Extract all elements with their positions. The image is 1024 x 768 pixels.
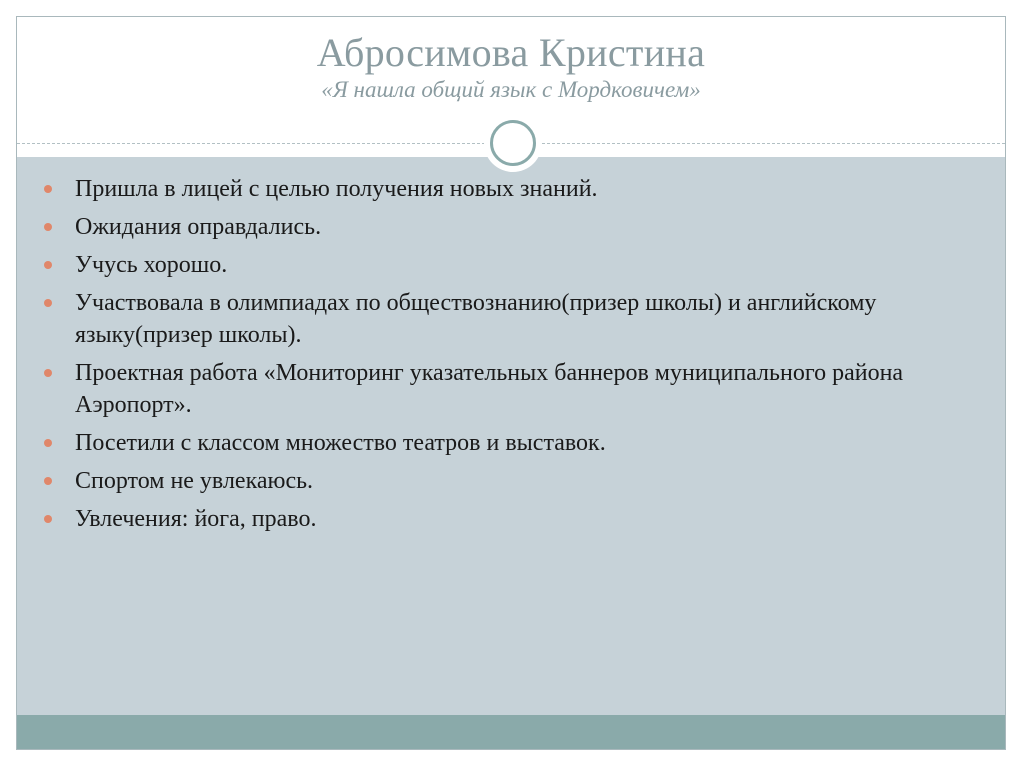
bullet-dot-icon: [44, 261, 52, 269]
bullet-item: [17, 211, 1005, 243]
bullet-item: [17, 465, 1005, 497]
bullet-item: [17, 357, 1005, 421]
bullet-list: [17, 173, 1005, 541]
slide: [16, 16, 1006, 750]
bullet-dot-icon: [44, 223, 52, 231]
slide-title: Абросимова Кристина: [316, 30, 706, 75]
bullet-item: [17, 287, 1005, 351]
footer-bar: [17, 715, 1005, 749]
bullet-text: Посетили с классом множество театров и выставок.: [75, 430, 606, 456]
circle-ring-icon: [490, 120, 536, 166]
bullet-text: Пришла в лицей с целью получения новых знаний.: [75, 176, 598, 202]
bullet-dot-icon: [44, 369, 52, 377]
bullet-item: [17, 173, 1005, 205]
slide-subtitle: «Я нашла общий язык с Мордковичем»: [321, 77, 701, 102]
bullet-dot-icon: [44, 477, 52, 485]
bullet-dot-icon: [44, 515, 52, 523]
bullet-text: Участвовала в олимпиадах по обществознанию(призер школы) и английскому языку(призер школы).: [75, 290, 877, 348]
bullet-text: Ожидания оправдались.: [75, 214, 322, 240]
bullet-text: Учусь хорошо.: [75, 252, 228, 278]
bullet-dot-icon: [44, 185, 52, 193]
bullet-dot-icon: [44, 299, 52, 307]
bullet-item: [17, 503, 1005, 535]
bullet-text: Спортом не увлекаюсь.: [75, 468, 314, 494]
bullet-text: Проектная работа «Мониторинг указательных баннеров муниципального района Аэропорт».: [75, 360, 904, 418]
bullet-text: Увлечения: йога, право.: [75, 506, 317, 532]
bullet-item: [17, 249, 1005, 281]
bullet-item: [17, 427, 1005, 459]
bullet-dot-icon: [44, 439, 52, 447]
